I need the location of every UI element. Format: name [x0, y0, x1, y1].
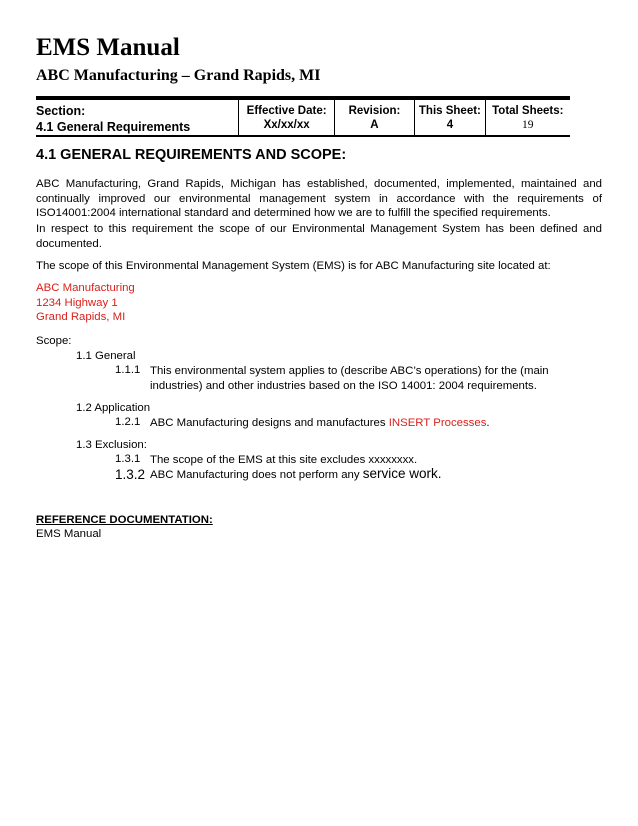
section-value: 4.1 General Requirements [36, 119, 191, 134]
header-table [36, 96, 570, 137]
site-address [36, 281, 135, 325]
insert-processes-highlight: INSERT Processes [388, 417, 487, 429]
total-sheets-label: Total Sheets: [492, 104, 564, 117]
revision-label: Revision: [348, 104, 401, 117]
paragraph: The scope of this Environmental Management System (EMS) is for ABC Manufacturing site located at: [36, 260, 551, 272]
section-cell [36, 100, 238, 135]
revision-value: A [370, 118, 379, 131]
address-line: 1234 Highway 1 [36, 296, 118, 309]
item-text [150, 467, 570, 483]
scope-general-item [115, 364, 570, 393]
scope-exclusion-heading: 1.3 Exclusion: [76, 439, 147, 451]
reference-item: EMS Manual [36, 528, 102, 540]
paragraph: In respect to this requirement the scope of our Environmental Management System has been defined and documented. [36, 223, 602, 250]
this-sheet-value: 4 [446, 118, 454, 131]
effective-date-label: Effective Date: [246, 104, 327, 117]
address-line: Grand Rapids, MI [36, 311, 126, 323]
paragraph: ABC Manufacturing, Grand Rapids, Michigan has established, documented, implemented, maintained and continually improved our environmental management system in accordance with the requirements of ISO14001:2004 international standard and determined how we are to fulfill the specified requirements. [36, 178, 602, 219]
item-text: The scope of the EMS at this site excludes xxxxxxxx. [150, 454, 418, 466]
address-line: ABC Manufacturing [36, 282, 135, 294]
effective-date-value: Xx/xx/xx [263, 118, 310, 131]
section-heading: 4.1 GENERAL REQUIREMENTS AND SCOPE: [36, 147, 347, 163]
section-label: Section: [36, 103, 86, 118]
item-text [150, 416, 570, 431]
item-number: 1.2.1 [115, 416, 141, 428]
scope-general-heading: 1.1 General [76, 350, 136, 362]
scope-label: Scope: [36, 335, 72, 347]
reference-heading: REFERENCE DOCUMENTATION: [36, 514, 213, 526]
item-number: 1.1.1 [115, 364, 141, 376]
scope-exclusion-item [115, 467, 570, 483]
total-sheets-cell [485, 100, 570, 135]
item-number: 1.3.2 [115, 467, 146, 482]
item-text-start: ABC Manufacturing does not perform any [150, 469, 363, 481]
this-sheet-label: This Sheet: [418, 104, 481, 117]
scope-application-heading: 1.2 Application [76, 402, 151, 414]
effective-date-cell [238, 100, 333, 135]
document-title: EMS Manual [36, 34, 180, 61]
scope-exclusion-item [115, 453, 570, 468]
item-text-end: . [486, 417, 490, 429]
service-work-text: service work. [362, 466, 442, 481]
this-sheet-cell [414, 100, 484, 135]
item-number: 1.3.1 [115, 453, 141, 465]
item-text-start: ABC Manufacturing designs and manufactures [150, 417, 389, 429]
document-subtitle: ABC Manufacturing – Grand Rapids, MI [36, 67, 321, 84]
total-sheets-value: 19 [522, 118, 534, 131]
revision-cell [334, 100, 414, 135]
item-text: This environmental system applies to (describe ABC’s operations) for the (main industries) and other industries based on the ISO 14001: 2004 requirements. [150, 365, 549, 392]
scope-application-item [115, 416, 570, 431]
